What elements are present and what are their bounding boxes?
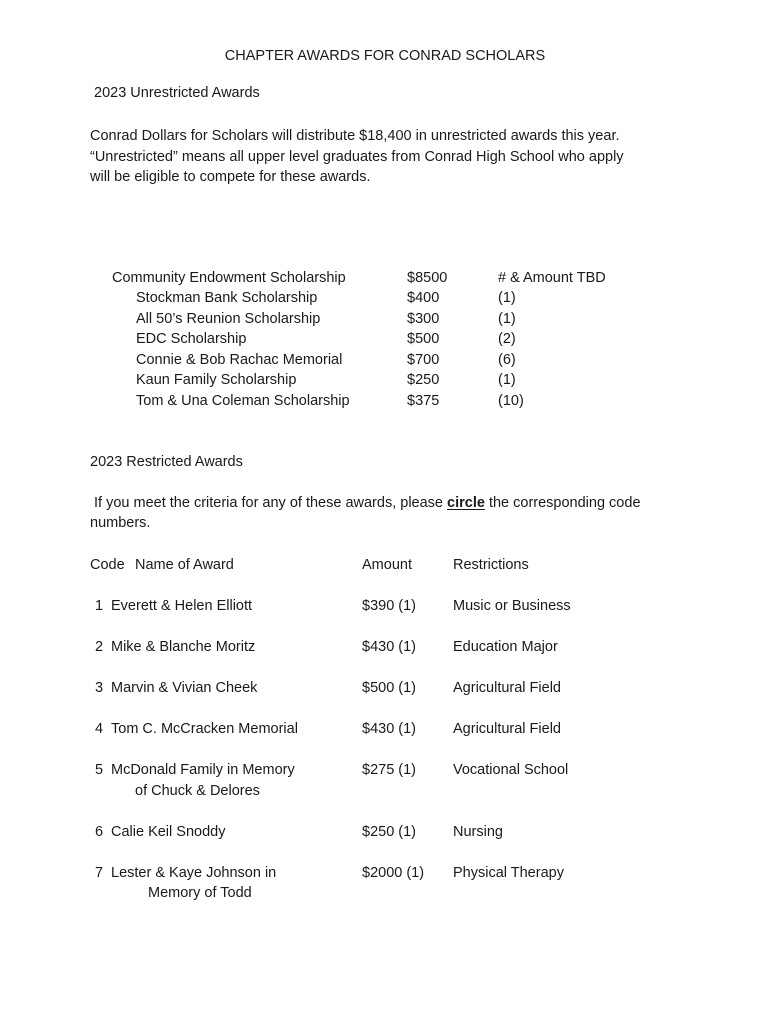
- award-name-continued: Memory of Todd: [148, 885, 252, 901]
- description-line: Conrad Dollars for Scholars will distribute $18,400 in unrestricted awards this year.: [90, 128, 620, 144]
- header-amount: Amount: [362, 557, 412, 573]
- award-amount: $700: [407, 352, 440, 368]
- header-name: Name of Award: [135, 557, 234, 573]
- award-count: # & Amount TBD: [498, 270, 606, 286]
- award-code: 5: [95, 762, 104, 778]
- unrestricted-row: [0, 291, 770, 311]
- unrestricted-row: [0, 373, 770, 393]
- unrestricted-row: [0, 353, 770, 373]
- award-restriction: Agricultural Field: [453, 721, 561, 737]
- award-name: Community Endowment Scholarship: [112, 270, 346, 286]
- award-count: (6): [498, 352, 516, 368]
- award-code: 2: [95, 639, 104, 655]
- award-amount: $2000 (1): [362, 865, 425, 881]
- description-line: “Unrestricted” means all upper level graduates from Conrad High School who apply: [90, 148, 624, 165]
- award-amount: $400: [407, 290, 440, 306]
- table-header: [0, 558, 770, 578]
- award-restriction: Music or Business: [453, 598, 571, 614]
- award-amount: $430 (1): [362, 639, 417, 655]
- award-code: 6: [95, 824, 104, 840]
- description-line: will be eligible to compete for these awards.: [90, 169, 371, 185]
- award-name: Tom C. McCracken Memorial: [111, 721, 298, 737]
- award-amount: $500: [407, 331, 440, 347]
- award-code: 7: [95, 865, 104, 881]
- award-restriction: Nursing: [453, 824, 503, 840]
- award-amount: $250: [407, 372, 440, 388]
- award-amount: $500 (1): [362, 680, 417, 696]
- award-restriction: Agricultural Field: [453, 680, 561, 696]
- page-title: CHAPTER AWARDS FOR CONRAD SCHOLARS: [224, 48, 546, 64]
- restricted-intro: [94, 496, 641, 511]
- unrestricted-row: [0, 394, 770, 414]
- unrestricted-heading: 2023 Unrestricted Awards: [94, 85, 260, 101]
- table-row: [0, 640, 770, 660]
- award-name: Tom & Una Coleman Scholarship: [136, 393, 350, 409]
- award-code: 1: [95, 598, 104, 614]
- award-name: EDC Scholarship: [136, 331, 247, 347]
- award-count: (1): [498, 311, 516, 327]
- restricted-heading: 2023 Restricted Awards: [90, 454, 243, 470]
- award-restriction: Education Major: [453, 639, 558, 655]
- award-name: Calie Keil Snoddy: [111, 824, 226, 840]
- award-code: 3: [95, 680, 104, 696]
- table-row: [0, 866, 770, 886]
- table-row: [0, 722, 770, 742]
- intro-text: If you meet the criteria for any of these awards, please: [94, 495, 443, 511]
- table-row: [0, 825, 770, 845]
- award-amount: $430 (1): [362, 721, 417, 737]
- unrestricted-row: [0, 312, 770, 332]
- award-count: (1): [498, 372, 516, 388]
- award-name-continued: of Chuck & Delores: [135, 783, 260, 799]
- unrestricted-row: [0, 332, 770, 352]
- award-code: 4: [95, 721, 104, 737]
- header-code: Code: [90, 557, 125, 573]
- header-restrictions: Restrictions: [453, 557, 529, 573]
- award-name: Mike & Blanche Moritz: [111, 639, 256, 655]
- award-name: Kaun Family Scholarship: [136, 372, 297, 388]
- intro-text: the corresponding code: [488, 495, 641, 511]
- award-restriction: Physical Therapy: [453, 865, 564, 881]
- award-amount: $390 (1): [362, 598, 417, 614]
- award-name: McDonald Family in Memory: [111, 762, 295, 778]
- table-row: [0, 681, 770, 701]
- award-amount: $300: [407, 311, 440, 327]
- award-amount: $8500: [407, 270, 448, 286]
- award-name: All 50’s Reunion Scholarship: [136, 311, 321, 327]
- award-count: (2): [498, 331, 516, 347]
- award-name: Everett & Helen Elliott: [111, 598, 253, 614]
- award-name: Connie & Bob Rachac Memorial: [136, 352, 343, 368]
- award-amount: $275 (1): [362, 762, 417, 778]
- unrestricted-row: [0, 271, 770, 291]
- table-row: [0, 599, 770, 619]
- award-restriction: Vocational School: [453, 762, 569, 778]
- award-amount: $250 (1): [362, 824, 417, 840]
- award-name: Lester & Kaye Johnson in: [111, 865, 277, 881]
- table-row: [0, 763, 770, 783]
- unrestricted-description: [90, 126, 690, 188]
- award-amount: $375: [407, 393, 440, 409]
- award-name: Stockman Bank Scholarship: [136, 290, 318, 306]
- award-count: (10): [498, 393, 524, 409]
- circle-emphasis: circle: [447, 495, 485, 511]
- award-name: Marvin & Vivian Cheek: [111, 680, 258, 696]
- award-count: (1): [498, 290, 516, 306]
- restricted-intro-line2: numbers.: [90, 515, 151, 531]
